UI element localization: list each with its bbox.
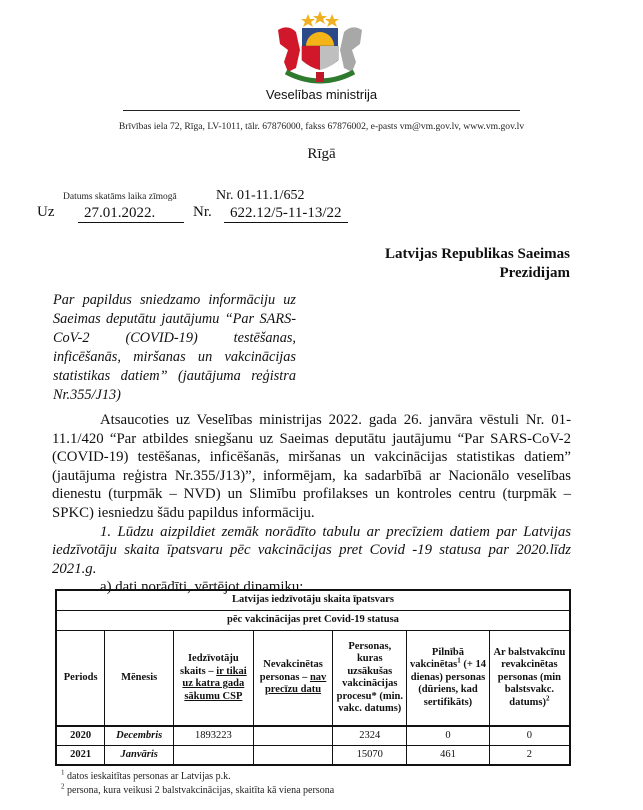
- col-header-unvaccinated: Nevakcinētas personas – nav precīzu datu: [253, 631, 333, 727]
- table-subtitle: pēc vakcinācijas pret Covid-19 statusa: [56, 611, 570, 631]
- vaccination-status-table: [55, 589, 571, 766]
- cell-period: 2020: [56, 726, 105, 746]
- document-number: Nr. 01-11.1/652: [216, 188, 305, 203]
- footnote-divider: [61, 764, 213, 765]
- body-paragraph: Atsaucoties uz Veselības ministrijas 2022. gada 26. janvāra vēstuli Nr. 01-11.1/420 “Par atbildes sniegšanu uz Saeimas deputātu jautājumu “Par SARS-CoV-2 (COVID-19) testēšanas, inficēšanās, miršanas un vakcinācijas statistikas datiem” (jautājuma reģistra Nr.355/J13)”, informējam, ka sadarbībā ar Nacionālo veselības dienestu (turpmāk – NVD) un Slimību profilakses un kontroles centru (turpmāk – SPKC) iesniedzu šādu papildus informāciju.: [52, 412, 571, 521]
- cell-started: 2324: [333, 726, 407, 746]
- reply-to-number: 622.12/5-11-13/22: [224, 204, 348, 223]
- cell-fully: 0: [407, 726, 490, 746]
- addressee: [340, 245, 570, 283]
- date-label: Datums skatāms laika zīmogā: [63, 192, 177, 202]
- reply-to-date: 27.01.2022.: [78, 204, 184, 223]
- footnote-2: $^2$ persona, kura veikusi 2 balstvakcinācijas, skaitīta kā viena persona: [61, 782, 335, 796]
- cell-booster: 0: [489, 726, 570, 746]
- cell-population: 1893223: [174, 726, 254, 746]
- cell-month: Decembris: [105, 726, 174, 746]
- reply-to-label: Uz: [37, 204, 55, 220]
- letter-body: [52, 411, 571, 597]
- footnote-1: $^1$ datos ieskaitītas personas ar Latvijas p.k.: [61, 768, 231, 782]
- sub-point-a: a) dati norādīti, vērtējot dinamiku:: [100, 579, 304, 596]
- cell-started: 15070: [333, 746, 407, 766]
- col-header-periods: Periods: [56, 631, 105, 727]
- ministry-address: Brīvības iela 72, Rīga, LV-1011, tālr. 67876000, fakss 67876002, e-pasts vm@vm.gov.lv, www.vm.gov.lv: [118, 121, 525, 132]
- col-header-booster: Ar balstvakcīnu revakcinētas personas (min balstsvakc. datums)$^2$: [489, 631, 570, 727]
- letter-subject: Par papildus sniedzamo informāciju uz Saeimas deputātu jautājumu “Par SARS-CoV-2 (COVID-19) testēšanas, inficēšanās, miršanas un vakcinācijas statistikas datiem” (jautājuma reģistra Nr.355/J13): [53, 292, 296, 403]
- cell-unvaccinated: [253, 726, 333, 746]
- addressee-line-2: Prezidijam: [499, 265, 570, 281]
- ministry-name: Veselības ministrija: [265, 87, 378, 102]
- cell-booster: 2: [489, 746, 570, 766]
- col-header-month: Mēnesis: [105, 631, 174, 727]
- col-header-started-vaccination: Personas, kuras uzsākušas vakcinācijas procesu* (min. vakc. datums): [333, 631, 407, 727]
- reply-to-number-label: Nr.: [193, 204, 212, 220]
- cell-unvaccinated: [253, 746, 333, 766]
- col-header-fully-vaccinated: Pilnībā vakcinētas$^1$ (+ 14 dienas) personas (dūriens, kad sertifikāts): [407, 631, 490, 727]
- question-1: 1. Lūdzu aizpildiet zemāk norādīto tabulu ar precīziem datiem par Latvijas iedzīvotāju skaita īpatsvaru pēc vakcinācijas pret Covid -19 statusa par 2020.līdz 2021.g.: [52, 523, 571, 577]
- table-row: [56, 726, 570, 746]
- col-header-population: Iedzīvotāju skaits – ir tikai uz katra gada sākumu CSP: [174, 631, 254, 727]
- cell-month: Janvāris: [105, 746, 174, 766]
- addressee-line-1: Latvijas Republikas Saeimas: [384, 246, 570, 262]
- cell-fully: 461: [407, 746, 490, 766]
- table-title: Latvijas iedzīvotāju skaita īpatsvars: [56, 590, 570, 611]
- cell-period: 2021: [56, 746, 105, 766]
- coat-of-arms-icon: [258, 10, 382, 86]
- cell-population: [174, 746, 254, 766]
- table-row: [56, 746, 570, 766]
- place-of-issue: Rīgā: [307, 146, 336, 162]
- header-divider: [123, 110, 520, 111]
